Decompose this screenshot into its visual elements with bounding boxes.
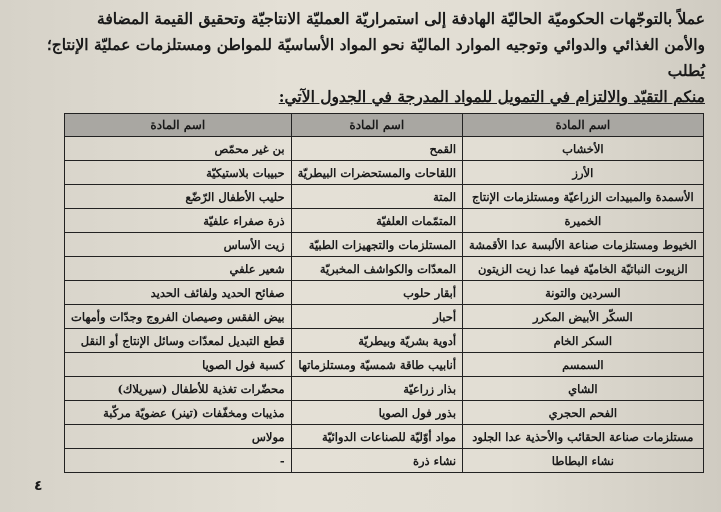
table-cell: قطع التبديل لمعدّات وسائل الإنتاج أو النقل [65, 329, 292, 353]
table-cell: الأسمدة والمبيدات الزراعيّة ومستلزمات الإنتاج [463, 185, 704, 209]
column-header: اسم المادة [65, 114, 292, 137]
intro-line-1: عملاً بالتوجّهات الحكوميّة الحاليّة الهادفة إلى استمراريّة العمليّة الانتاجيّة وتحقيق القيمة المضافة [97, 9, 705, 28]
table-row [65, 353, 704, 377]
table-cell: أبقار حلوب [291, 281, 462, 305]
table-cell: المتة [291, 185, 462, 209]
table-cell: المعدّات والكواشف المخبريّة [291, 257, 462, 281]
table-cell: مذيبات ومخفّفات (تينر) عضويّة مركّبة [65, 401, 292, 425]
table-cell: ذرة صفراء علفيّة [65, 209, 292, 233]
column-header: اسم المادة [463, 114, 704, 137]
table-header-row [65, 114, 704, 137]
table-cell: بيض الفقس وصيصان الفروج وجدّات وأمهات [65, 305, 292, 329]
table-cell: اللقاحات والمستحضرات البيطريّة [291, 161, 462, 185]
table-row [65, 257, 704, 281]
table-row [65, 449, 704, 473]
table-cell: بذار زراعيّة [291, 377, 462, 401]
table-cell: مولاس [65, 425, 292, 449]
table-row [65, 233, 704, 257]
materials-table [64, 113, 704, 473]
intro-line-2: والأمن الغذائي والدوائي وتوجيه الموارد الماليّة نحو المواد الأساسيّة للمواطن ومستلزمات عمليّة الإنتاج؛ يُطلب [46, 35, 705, 80]
table-cell: شعير علفي [65, 257, 292, 281]
table-cell: نشاء ذرة [291, 449, 462, 473]
table-cell: محضّرات تغذية للأطفال (سيريلاك) [65, 377, 292, 401]
table-cell: بذور فول الصويا [291, 401, 462, 425]
table-row [65, 281, 704, 305]
column-header: اسم المادة [291, 114, 462, 137]
table-cell: - [65, 449, 292, 473]
table-cell: الفحم الحجري [463, 401, 704, 425]
table-row [65, 137, 704, 161]
table-cell: الخيوط ومستلزمات صناعة الألبسة عدا الأقمشة [463, 233, 704, 257]
table-cell: زيت الأساس [65, 233, 292, 257]
table-cell: الأرز [463, 161, 704, 185]
table-cell: الشاي [463, 377, 704, 401]
table-row [65, 401, 704, 425]
table-cell: حبيبات بلاستيكيّة [65, 161, 292, 185]
table-cell: أنابيب طاقة شمسيّة ومستلزماتها [291, 353, 462, 377]
table-cell: السكر الخام [463, 329, 704, 353]
table-cell: بن غير محمّص [65, 137, 292, 161]
table-cell: حليب الأطفال الرّضّع [65, 185, 292, 209]
table-row [65, 161, 704, 185]
table-cell: المتمّمات العلفيّة [291, 209, 462, 233]
page-mark: ٤ [34, 478, 43, 494]
table-row [65, 185, 704, 209]
table-cell: المستلزمات والتجهيزات الطبيّة [291, 233, 462, 257]
table-row [65, 329, 704, 353]
table-cell: كسبة فول الصويا [65, 353, 292, 377]
table-cell: مواد أوّليّة للصناعات الدوائيّة [291, 425, 462, 449]
table-row [65, 377, 704, 401]
intro-paragraph [40, 6, 705, 110]
table-cell: السردين والتونة [463, 281, 704, 305]
table-cell: السمسم [463, 353, 704, 377]
table-cell: الزيوت النباتيّة الخاميّة فيما عدا زيت الزيتون [463, 257, 704, 281]
table-row [65, 305, 704, 329]
table-row [65, 209, 704, 233]
table-cell: أحبار [291, 305, 462, 329]
table-cell: مستلزمات صناعة الحقائب والأحذية عدا الجلود [463, 425, 704, 449]
table-row [65, 425, 704, 449]
table-cell: أدوية بشريّة وبيطريّة [291, 329, 462, 353]
table-cell: الخميرة [463, 209, 704, 233]
table-cell: السكّر الأبيض المكرر [463, 305, 704, 329]
table-cell: الأخشاب [463, 137, 704, 161]
intro-line-3: منكم التقيّد والالتزام في التمويل للمواد المدرجة في الجدول الآتي: [278, 87, 705, 106]
table-cell: صفائح الحديد ولفائف الحديد [65, 281, 292, 305]
table-cell: نشاء البطاطا [463, 449, 704, 473]
table-cell: القمح [291, 137, 462, 161]
